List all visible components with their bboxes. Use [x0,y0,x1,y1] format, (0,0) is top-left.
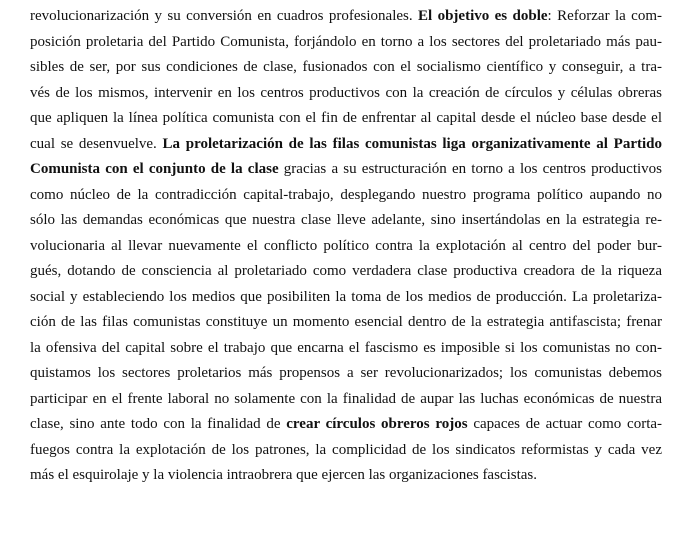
text-run: como núcleo de la contradicción capital-trabajo, desplegando nuestro programa político aupando no [30,186,662,203]
text-run: gracias a su estructuración en torno a los centros productivos [278,161,662,177]
text-run: que apliquen la línea política comunista con el fin de enfrentar al capital desde el núcleo base desde el [30,110,662,126]
text-run: participar en el frente laboral no solamente con la finalidad de aupar las luchas económicas de nuestra [30,390,662,407]
text-line [30,30,662,56]
text-run: posición proletaria del Partido Comunista, forjándolo en torno a los sectores del proletariado más pau- [30,33,662,50]
text-run: ción de las filas comunistas constituye un momento esencial dentro de la estrategia antifascista; frenar [30,314,662,330]
text-line [30,361,662,387]
text-run: revolucionarización y su conversión en cuadros profesionales. [30,8,419,24]
text-run: social y estableciendo los medios que posibiliten la toma de los medios de producción. La proletariza- [30,288,662,305]
text-line [30,412,662,438]
document-page [30,4,662,489]
text-run: gués, dotando de consciencia al proletariado como verdadera clase productiva creadora de la riqueza [30,263,662,279]
text-line [30,208,662,234]
text-run: capaces de actuar como corta- [467,416,662,432]
text-run: vés de los mismos, intervenir en los centros productivos con la creación de círculos y células obreras [30,84,662,101]
text-run: sibles de ser, por sus condiciones de clase, fusionados con el socialismo científico y conseguir, a tra- [30,59,662,75]
text-line [30,157,662,183]
body-paragraph [30,4,662,489]
text-line [30,132,662,158]
bold-text-run: crear círculos obreros rojos [286,416,468,432]
bold-text-run: El objetivo es doble [418,8,548,24]
text-run: : Reforzar la com- [547,8,662,24]
text-line [30,285,662,311]
text-run: sólo las demandas económicas que nuestra clase lleve adelante, sino insertándolas en la estrategia re- [30,212,662,228]
text-run: la ofensiva del capital sobre el trabajo que encarna el fascismo es imposible si los comunistas no con- [30,339,662,356]
text-line [30,259,662,285]
text-line [30,438,662,464]
text-run: volucionaria al llevar nuevamente el conflicto político contra la explotación al centro del poder bur- [30,237,662,254]
text-run: más el esquirolaje y la violencia intraobrera que ejercen las organizaciones fascistas. [30,467,538,483]
text-line [30,234,662,260]
bold-text-run: La proletarización de las filas comunistas liga organizativamente al Partido [162,135,662,152]
text-run: quistamos los sectores proletarios más propensos a ser revolucionarizados; los comunistas debemos [30,365,662,381]
text-line [30,310,662,336]
text-run: clase, sino ante todo con la finalidad de [30,416,287,432]
text-line [30,81,662,107]
text-line [30,183,662,209]
text-line [30,106,662,132]
text-line [30,55,662,81]
text-run: cual se desenvuelve. [30,135,163,152]
text-line [30,336,662,362]
bold-text-run: Comunista con el conjunto de la clase [30,161,279,177]
text-line [30,4,662,30]
text-run: fuegos contra la explotación de los patrones, la complicidad de los sindicatos reformistas y cada vez [30,441,662,458]
text-line [30,387,662,413]
text-line [30,463,662,489]
